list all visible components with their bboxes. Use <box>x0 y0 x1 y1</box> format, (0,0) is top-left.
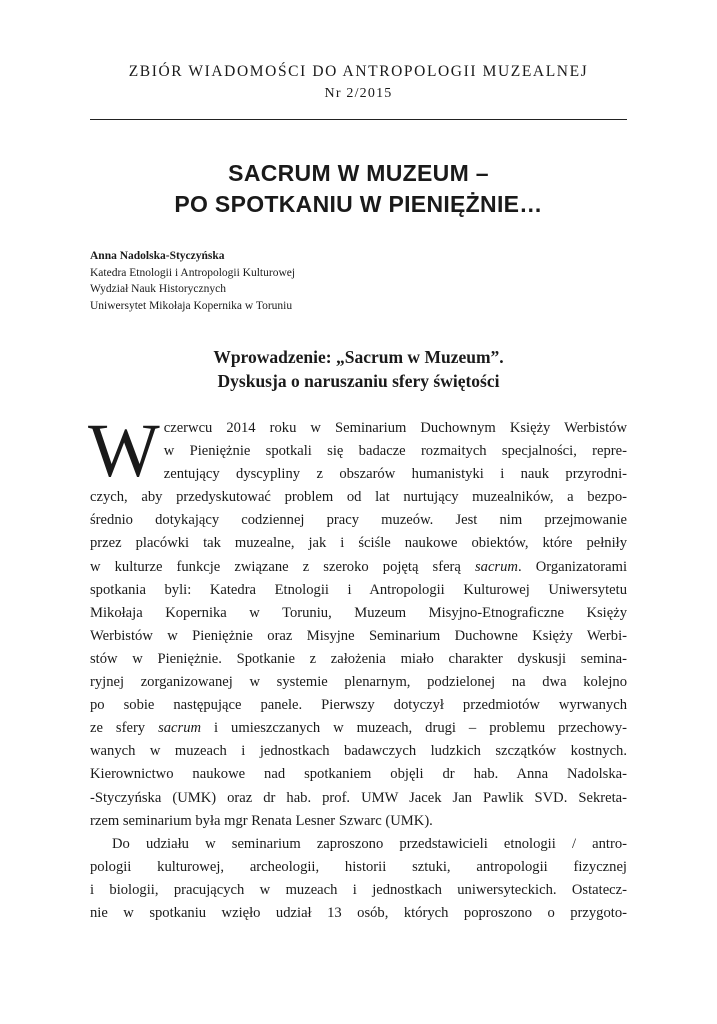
text-line: Werbistów w Pieniężnie oraz Misyjne Seminarium Duchowne Księży Werbi- <box>90 627 627 644</box>
author-name: Anna Nadolska-Styczyńska <box>90 250 225 262</box>
text-line: wanych w muzeach i jednostkach badawczych ludzkich szczątków kostnych. <box>90 743 627 760</box>
text-line: czerwcu 2014 roku w Seminarium Duchownym Księży Werbistów <box>163 420 627 436</box>
article-title-line-1: SACRUM W MUZEUM – <box>228 160 489 186</box>
section-heading-line-1: Wprowadzenie: „Sacrum w Muzeum”. <box>213 347 504 367</box>
author-affiliation-3: Uniwersytet Mikołaja Kopernika w Toruniu <box>90 299 293 312</box>
article-title <box>90 158 627 220</box>
text-line: pologii kulturowej, archeologii, historii sztuki, antropologii fizycznej <box>90 858 627 875</box>
section-heading-line-2: Dyskusja o naruszaniu sfery świętości <box>217 371 500 391</box>
text-line: -Styczyńska (UMK) oraz dr hab. prof. UMW Jacek Jan Pawlik SVD. Sekreta- <box>90 789 627 806</box>
text-line: w kulturze funkcje związane z szeroko pojętą sferą sacrum. Organizatorami <box>90 558 627 575</box>
italic-term: sacrum <box>158 720 202 737</box>
text-line: zentujący dyscypliny z obszarów humanistyki i nauk przyrodni- <box>163 466 627 483</box>
article-title-line-2: PO SPOTKANIU W PIENIĘŻNIE… <box>174 191 543 217</box>
text-line: ze sfery sacrum i umieszczanych w muzeach, drugi – problemu przechowy- <box>90 720 627 737</box>
journal-issue: Nr 2/2015 <box>324 86 393 101</box>
paragraph-1 <box>88 409 627 833</box>
header-rule <box>90 119 627 120</box>
section-heading <box>90 345 627 393</box>
text-line: ryjnej zorganizowanej w systemie plenarnym, podzielonej na dwa kolejno <box>90 674 627 691</box>
journal-title: ZBIÓR WIADOMOŚCI DO ANTROPOLOGII MUZEALNEJ <box>128 63 589 80</box>
text-line: Do udziału w seminarium zaproszono przedstawicieli etnologii / antro- <box>112 835 627 852</box>
text-line: i biologii, pracujących w muzeach i jednostkach uniwersyteckich. Ostatecz- <box>90 881 627 898</box>
text-line: po sobie następujące panele. Pierwszy dotyczył przedmiotów wyrwanych <box>90 697 627 714</box>
text-line: średnio dotykający codziennej pracy muzeów. Jest nim przejmowanie <box>90 512 627 529</box>
text-line: Mikołaja Kopernika w Toruniu, Muzeum Misyjno-Etnograficzne Księży <box>90 604 627 621</box>
author-block <box>90 248 627 314</box>
drop-cap: W <box>88 409 160 493</box>
author-affiliation-1: Katedra Etnologii i Antropologii Kulturowej <box>90 266 296 279</box>
body-text <box>88 409 627 925</box>
text-line: czych, aby przedyskutować problem od lat nurtujący muzealników, a bezpo- <box>90 489 627 506</box>
italic-term: sacrum <box>474 558 518 575</box>
text-line: Kierownictwo naukowe nad spotkaniem objęli dr hab. Anna Nadolska- <box>90 766 627 783</box>
text-line: spotkania byli: Katedra Etnologii i Antropologii Kulturowej Uniwersytetu <box>90 581 627 598</box>
author-affiliation-2: Wydział Nauk Historycznych <box>90 283 226 295</box>
paragraph-2 <box>90 833 627 925</box>
text-line: przez placówki tak muzealne, jak i ściśle naukowe obiektów, które pełniły <box>90 535 627 552</box>
text-line: w Pieniężnie spotkali się badacze rozmaitych specjalności, repre- <box>163 443 627 460</box>
text-line: rzem seminarium była mgr Renata Lesner Szwarc (UMK). <box>90 812 433 829</box>
text-line: stów w Pieniężnie. Spotkanie z założenia miało charakter dyskusji semina- <box>90 650 627 667</box>
text-line: nie w spotkaniu wzięło udział 13 osób, których poproszono o przygoto- <box>90 904 627 921</box>
document-page <box>90 62 627 925</box>
